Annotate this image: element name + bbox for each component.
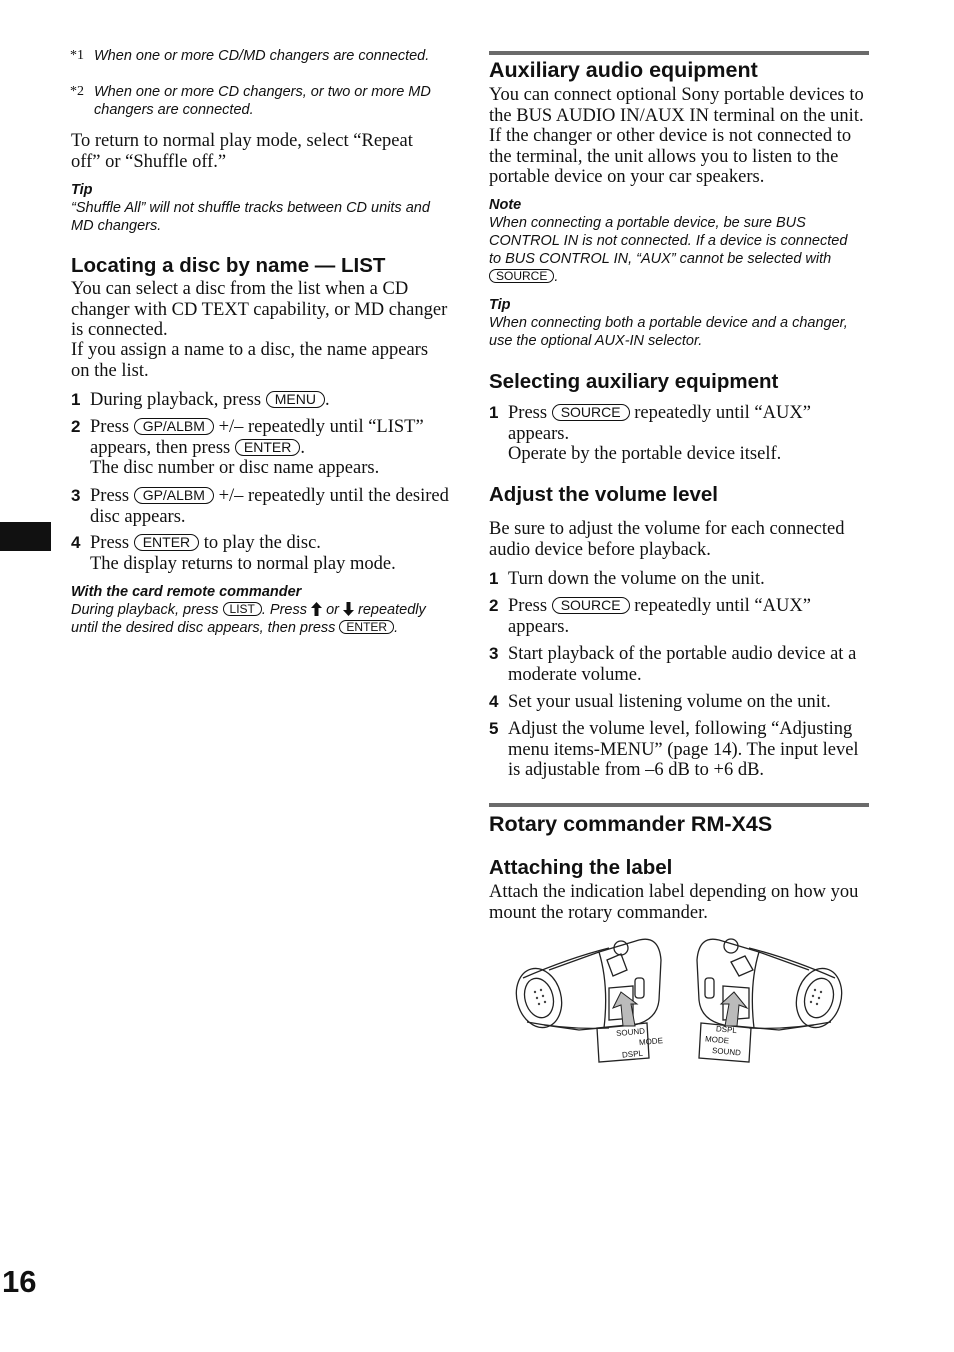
step-text: Press	[508, 403, 548, 423]
label-right	[704, 1022, 744, 1058]
volume-intro: Be sure to adjust the volume for each connected audio device before playback.	[489, 519, 845, 560]
step-text: to play the disc.	[203, 533, 321, 553]
step-number: 3	[71, 486, 81, 505]
tip-box	[71, 181, 446, 235]
list-intro-1: You can select a disc from the list when a CD changer with CD TEXT capability, or MD changer is connected.	[71, 279, 448, 340]
step-text: +/– repeatedly until “LIST” appears, then press	[90, 417, 424, 458]
label-text: SOUND	[711, 1046, 742, 1058]
card-remote-or: or	[326, 602, 339, 618]
step-text: Set your usual listening volume on the unit.	[508, 692, 831, 712]
step-number: 4	[489, 692, 499, 711]
footnote-1	[71, 47, 453, 65]
attach-label-heading: Attaching the label	[489, 856, 673, 879]
step-number: 4	[71, 533, 81, 552]
volume-step-3	[489, 644, 870, 685]
up-arrow-icon	[311, 602, 322, 616]
menu-button-icon: MENU	[266, 391, 325, 408]
volume-step-2	[489, 596, 870, 637]
step-text: Press	[90, 486, 130, 506]
step-number: 1	[71, 390, 81, 409]
step-text: repeatedly until “AUX” appears.	[508, 596, 811, 637]
step-text: Press	[90, 533, 130, 553]
select-aux-step-1	[489, 403, 870, 465]
source-button-icon: SOURCE	[489, 269, 554, 283]
step-number: 2	[489, 596, 499, 615]
section-rule	[489, 51, 869, 55]
list-intro-2: If you assign a name to a disc, the name appears on the list.	[71, 340, 429, 381]
attach-label-text: Attach the indication label depending on how you mount the rotary commander.	[489, 882, 859, 923]
step-extra: The display returns to normal play mode.	[90, 553, 396, 574]
note-text: When connecting a portable device, be sure BUS CONTROL IN is not connected. If a device is connected to BUS CONTROL IN, “AUX” cannot be selected with	[489, 215, 848, 267]
enter-button-icon: ENTER	[235, 439, 300, 456]
card-remote-heading: With the card remote commander	[71, 584, 302, 600]
label-text: SOUND	[615, 1026, 646, 1039]
footnote-mark: *2	[70, 84, 84, 99]
step-text: .	[300, 437, 305, 458]
footnote-2	[71, 83, 453, 119]
page-number: 16	[2, 1264, 37, 1299]
down-arrow-icon	[343, 602, 354, 616]
step-number: 1	[489, 569, 499, 588]
tip-box	[489, 296, 859, 350]
step-text: repeatedly until “AUX” appears.	[508, 403, 811, 444]
card-remote-text: repeatedly until the desired disc appears, then press	[71, 602, 426, 636]
rotary-commander-drawing	[509, 930, 849, 1070]
note-heading: Note	[489, 197, 522, 213]
section-tab-marker	[0, 522, 51, 551]
card-remote-box	[71, 583, 449, 637]
enter-button-icon: ENTER	[134, 534, 199, 551]
gp-albm-button-icon: GP/ALBM	[134, 418, 214, 435]
tip-text: When connecting both a portable device and a changer, use the optional AUX-IN selector.	[489, 315, 848, 349]
repeat-shuffle-paragraph: To return to normal play mode, select “Repeat off” or “Shuffle off.”	[71, 131, 413, 172]
card-remote-text: . Press	[261, 602, 307, 618]
volume-heading: Adjust the volume level	[489, 483, 718, 506]
tip-heading: Tip	[71, 182, 93, 198]
step-text: .	[324, 390, 330, 410]
label-text: MODE	[638, 1036, 664, 1048]
label-text: DSPL	[715, 1024, 738, 1036]
label-text: DSPL	[621, 1048, 644, 1060]
tip-text: “Shuffle All” will not shuffle tracks between CD units and MD changers.	[71, 200, 430, 234]
volume-step-1	[489, 569, 870, 590]
note-box	[489, 196, 859, 286]
step-extra: Operate by the portable device itself.	[508, 444, 782, 464]
step-text: Adjust the volume level, following “Adjusting menu items-MENU” (page 14). The input level is adjustable from –6 dB to +6 dB.	[508, 719, 859, 780]
list-step-3	[71, 486, 453, 527]
aux-section-heading: Auxiliary audio equipment	[489, 58, 758, 82]
step-text: During playback, press	[90, 390, 262, 410]
step-number: 3	[489, 644, 499, 663]
footnote-text: When one or more CD/MD changers are connected.	[94, 48, 430, 64]
rotary-heading: Rotary commander RM-X4S	[489, 812, 773, 836]
section-rule	[489, 803, 869, 807]
label-text: MODE	[704, 1034, 730, 1046]
select-aux-heading: Selecting auxiliary equipment	[489, 370, 779, 393]
footnote-text: When one or more CD changers, or two or more MD changers are connected.	[94, 84, 431, 118]
list-section-heading: Locating a disc by name — LIST	[71, 254, 386, 277]
step-text: Turn down the volume on the unit.	[508, 569, 765, 589]
step-number: 1	[489, 403, 499, 422]
step-number: 5	[489, 719, 499, 738]
rotary-commander-illustration	[509, 930, 849, 1070]
volume-step-4	[489, 692, 870, 713]
enter-button-icon: ENTER	[339, 620, 394, 634]
list-step-1	[71, 390, 453, 411]
step-text: Start playback of the portable audio device at a moderate volume.	[508, 644, 857, 685]
step-extra: The disc number or disc name appears.	[90, 458, 380, 478]
volume-step-5	[489, 719, 870, 781]
source-button-icon: SOURCE	[552, 597, 630, 614]
gp-albm-button-icon: GP/ALBM	[134, 487, 214, 504]
card-remote-text: During playback, press	[71, 602, 219, 618]
aux-intro: You can connect optional Sony portable devices to the BUS AUDIO IN/AUX IN terminal on the unit. If the changer or other device is not connected to the terminal, the unit allows you to listen to the portable device on your car speakers.	[489, 85, 864, 187]
footnote-mark: *1	[70, 48, 84, 63]
list-step-4	[71, 533, 453, 574]
step-text: +/– repeatedly until the desired disc appears.	[90, 486, 449, 527]
step-number: 2	[71, 417, 81, 436]
step-text: Press	[508, 596, 548, 616]
source-button-icon: SOURCE	[552, 404, 630, 421]
label-left	[616, 1024, 665, 1061]
step-text: Press	[90, 417, 130, 437]
card-remote-text: .	[394, 620, 399, 636]
list-button-icon: LIST	[223, 602, 262, 616]
list-step-2	[71, 417, 453, 479]
tip-heading: Tip	[489, 297, 511, 313]
note-text: .	[554, 269, 559, 285]
